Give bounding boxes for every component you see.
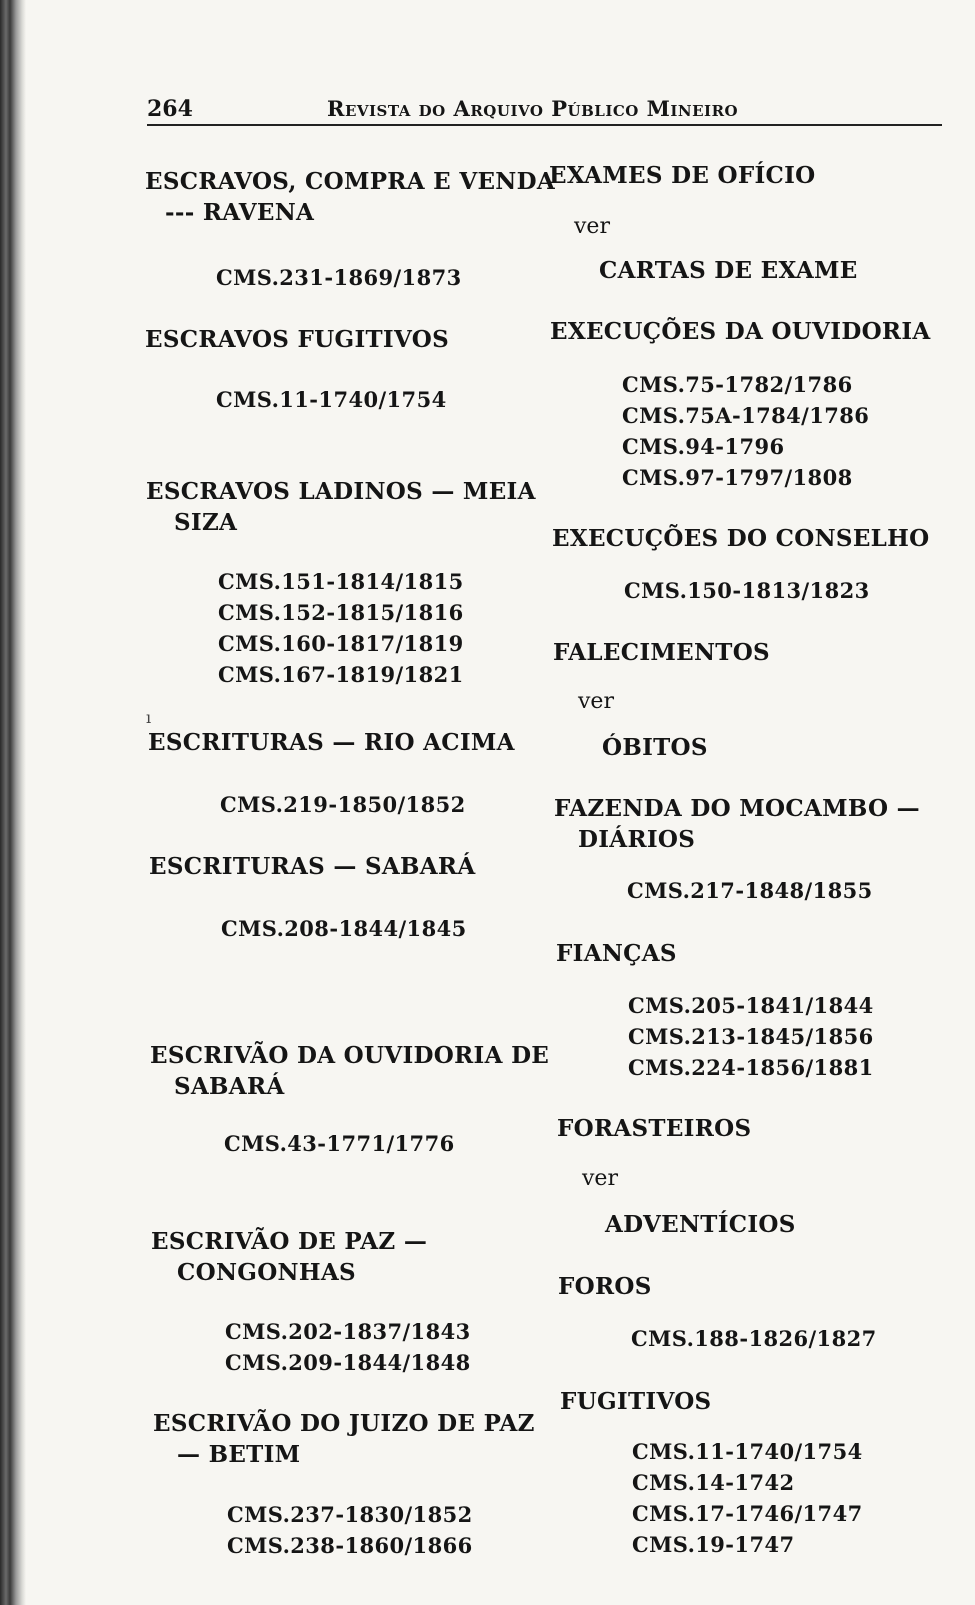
term-line: ESCRAVOS LADINOS — MEIA bbox=[146, 478, 536, 505]
ref-line: CMS.19-1747 bbox=[632, 1532, 795, 1557]
ref-line: CMS.237-1830/1852 bbox=[227, 1502, 473, 1527]
entry-term bbox=[150, 1040, 549, 1102]
term-line: ESCRAVOS, COMPRA E VENDA bbox=[145, 168, 556, 195]
ref-line: CMS.94-1796 bbox=[622, 434, 785, 459]
entry-refs bbox=[627, 875, 873, 906]
ref-line: CMS.160-1817/1819 bbox=[218, 631, 464, 656]
page-number: 264 bbox=[147, 96, 193, 122]
ref-line: CMS.224-1856/1881 bbox=[628, 1055, 874, 1080]
entry-refs bbox=[227, 1499, 473, 1561]
book-spine-shadow bbox=[0, 0, 26, 1605]
ref-line: CMS.217-1848/1855 bbox=[627, 878, 873, 903]
term-line: --- RAVENA bbox=[165, 199, 315, 226]
ref-line: CMS.14-1742 bbox=[632, 1470, 795, 1495]
ref-line: CMS.152-1815/1816 bbox=[218, 600, 464, 625]
ref-line: CMS.43-1771/1776 bbox=[224, 1131, 455, 1156]
entry-term bbox=[153, 1408, 535, 1470]
running-title: Revista do Arquivo Público Mineiro bbox=[327, 96, 739, 121]
print-speck: ı bbox=[146, 708, 152, 727]
entry-refs bbox=[631, 1323, 877, 1354]
entry-refs bbox=[622, 369, 869, 493]
term-line: EXAMES DE OFÍCIO bbox=[549, 162, 816, 189]
entry-refs bbox=[628, 990, 874, 1083]
entry-term bbox=[549, 160, 816, 191]
entry-refs bbox=[218, 566, 464, 690]
see-reference: ver bbox=[574, 214, 610, 239]
entry-refs bbox=[216, 384, 447, 415]
ref-line: CMS.75A-1784/1786 bbox=[622, 403, 870, 428]
ref-line: CMS.150-1813/1823 bbox=[624, 578, 870, 603]
term-line: FUGITIVOS bbox=[560, 1388, 712, 1415]
entry-refs bbox=[221, 913, 467, 944]
ref-line: CMS.202-1837/1843 bbox=[225, 1319, 471, 1344]
ref-line: CMS.151-1814/1815 bbox=[218, 569, 464, 594]
entry-refs bbox=[224, 1128, 455, 1159]
term-line: SIZA bbox=[174, 509, 238, 536]
ref-line: CMS.167-1819/1821 bbox=[218, 662, 464, 687]
entry-term bbox=[552, 523, 930, 554]
entry-refs bbox=[632, 1436, 863, 1560]
entry-term bbox=[553, 637, 770, 668]
term-line: FAZENDA DO MOCAMBO — bbox=[554, 795, 920, 822]
entry-term bbox=[556, 938, 677, 969]
term-line: EXECUÇÕES DA OUVIDORIA bbox=[550, 318, 931, 345]
entry-refs bbox=[216, 262, 462, 293]
see-reference: ver bbox=[578, 689, 614, 714]
entry-refs bbox=[220, 789, 466, 820]
see-target: CARTAS DE EXAME bbox=[599, 257, 858, 284]
entry-term bbox=[149, 851, 475, 882]
entry-term bbox=[550, 316, 931, 347]
index-entry bbox=[145, 166, 555, 228]
entry-term bbox=[151, 1226, 427, 1288]
entry-term bbox=[145, 166, 555, 228]
ref-line: CMS.208-1844/1845 bbox=[221, 916, 467, 941]
ref-line: CMS.11-1740/1754 bbox=[632, 1439, 863, 1464]
term-line: EXECUÇÕES DO CONSELHO bbox=[552, 525, 930, 552]
see-target: ADVENTÍCIOS bbox=[605, 1211, 796, 1238]
term-line: FOROS bbox=[558, 1273, 652, 1300]
term-line: ESCRIVÃO DE PAZ — bbox=[151, 1228, 428, 1255]
term-line: FALECIMENTOS bbox=[553, 639, 770, 666]
entry-term bbox=[560, 1386, 711, 1417]
entry-refs bbox=[624, 575, 870, 606]
ref-line: CMS.209-1844/1848 bbox=[225, 1350, 471, 1375]
entry-refs bbox=[225, 1316, 471, 1378]
term-line: DIÁRIOS bbox=[578, 826, 696, 853]
entry-term bbox=[554, 793, 920, 855]
entry-term bbox=[146, 476, 536, 538]
term-line: CONGONHAS bbox=[177, 1259, 356, 1286]
term-line: FIANÇAS bbox=[556, 940, 677, 967]
see-target: ÓBITOS bbox=[602, 734, 708, 761]
ref-line: CMS.17-1746/1747 bbox=[632, 1501, 863, 1526]
ref-line: CMS.188-1826/1827 bbox=[631, 1326, 877, 1351]
entry-term bbox=[148, 727, 515, 758]
ref-line: CMS.238-1860/1866 bbox=[227, 1533, 473, 1558]
page-header bbox=[147, 96, 942, 126]
term-line: ESCRIVÃO DO JUIZO DE PAZ bbox=[153, 1410, 535, 1437]
ref-line: CMS.205-1841/1844 bbox=[628, 993, 874, 1018]
see-reference: ver bbox=[582, 1166, 618, 1191]
ref-line: CMS.75-1782/1786 bbox=[622, 372, 853, 397]
term-line: ESCRITURAS — RIO ACIMA bbox=[148, 729, 515, 756]
ref-line: CMS.213-1845/1856 bbox=[628, 1024, 874, 1049]
ref-line: CMS.11-1740/1754 bbox=[216, 387, 447, 412]
term-line: ESCRAVOS FUGITIVOS bbox=[145, 326, 449, 353]
term-line: ESCRITURAS — SABARÁ bbox=[149, 853, 476, 880]
ref-line: CMS.97-1797/1808 bbox=[622, 465, 853, 490]
entry-term bbox=[145, 324, 449, 355]
term-line: ESCRIVÃO DA OUVIDORIA DE bbox=[150, 1042, 550, 1069]
entry-term bbox=[558, 1271, 652, 1302]
ref-line: CMS.231-1869/1873 bbox=[216, 265, 462, 290]
ref-line: CMS.219-1850/1852 bbox=[220, 792, 466, 817]
term-line: FORASTEIROS bbox=[557, 1115, 752, 1142]
term-line: — BETIM bbox=[177, 1441, 301, 1468]
entry-term bbox=[557, 1113, 751, 1144]
term-line: SABARÁ bbox=[174, 1073, 285, 1100]
